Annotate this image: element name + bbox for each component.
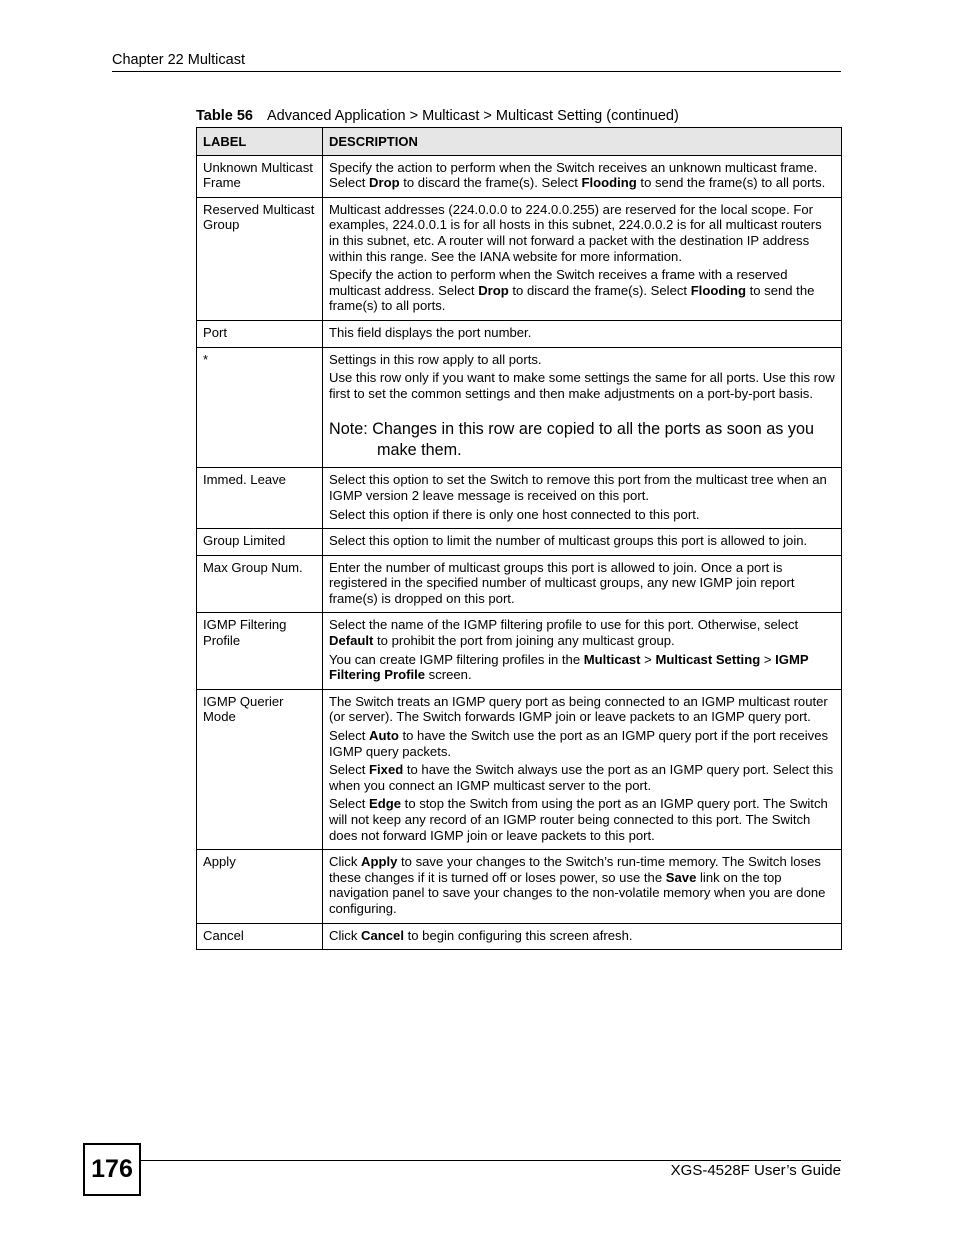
row-label: Immed. Leave (197, 468, 323, 529)
description-paragraph: The Switch treats an IGMP query port as being connected to an IGMP multicast router (or server). The Switch forwards IGMP join or leave packets to an IGMP query port. (329, 693, 828, 725)
row-description (323, 197, 842, 320)
description-paragraph: Click Cancel to begin configuring this screen afresh. (329, 927, 633, 943)
description-paragraph: This field displays the port number. (329, 324, 532, 340)
table-row (197, 347, 842, 468)
emphasized-term: Apply (361, 854, 398, 870)
row-description (323, 320, 842, 347)
table-row (197, 689, 842, 849)
emphasized-term: Drop (478, 282, 509, 298)
emphasized-term: IGMP Filtering Profile (329, 651, 809, 683)
table-row (197, 155, 842, 197)
table-row (197, 468, 842, 529)
row-label: Reserved Multicast Group (197, 197, 323, 320)
row-label: Cancel (197, 923, 323, 950)
table-row (197, 923, 842, 950)
description-paragraph: Select Fixed to have the Switch always use the port as an IGMP query port. Select this when you connect an IGMP multicast server to the port. (329, 762, 834, 793)
description-paragraph: Select Edge to stop the Switch from using the port as an IGMP query port. The Switch will not keep any record of an IGMP router being connected to this port. The Switch does not forward IGMP join or leave packets to this port. (329, 796, 828, 843)
emphasized-term: Save (665, 869, 697, 885)
column-header-description: DESCRIPTION (323, 128, 842, 156)
row-description (323, 850, 842, 923)
row-label: IGMP Filtering Profile (197, 613, 323, 689)
note-text: Note: Changes in this row are copied to all the ports as soon as you make them. (329, 420, 815, 460)
table-caption-text: Advanced Application > Multicast > Multicast Setting (continued) (266, 108, 679, 124)
row-label: IGMP Querier Mode (197, 689, 323, 849)
description-table (196, 127, 842, 950)
page-number: 176 (83, 1143, 141, 1196)
guide-title: XGS-4528F User’s Guide (670, 1162, 841, 1179)
description-paragraph: Multicast addresses (224.0.0.0 to 224.0.0.255) are reserved for the local scope. For examples, 224.0.0.1 is for all hosts in this subnet, 224.0.0.2 is for all multicast routers in this subnet, etc. A router will not forward a packet with the destination IP address within this range. See the IANA website for more information. (329, 201, 822, 264)
table-row (197, 320, 842, 347)
table-caption (196, 108, 679, 124)
emphasized-term: Multicast (583, 651, 641, 667)
description-paragraph: Select this option if there is only one host connected to this port. (329, 506, 700, 522)
table-row (197, 529, 842, 556)
column-header-label: LABEL (197, 128, 323, 156)
table-row (197, 613, 842, 689)
description-paragraph: Select the name of the IGMP filtering profile to use for this port. Otherwise, select Default to prohibit the port from joining any multicast group. (329, 617, 799, 649)
description-paragraph: Select Auto to have the Switch use the port as an IGMP query port if the port receives IGMP query packets. (329, 728, 829, 759)
emphasized-term: Edge (369, 796, 402, 812)
emphasized-term: Fixed (369, 762, 404, 778)
description-paragraph: Enter the number of multicast groups this port is allowed to join. Once a port is registered in the specified number of multicast groups, any new IGMP join report frame(s) is dropped on this port. (329, 559, 795, 606)
description-paragraph: Specify the action to perform when the Switch receives an unknown multicast frame. Select Drop to discard the frame(s). Select Flooding to send the frame(s) to all ports. (329, 159, 826, 191)
row-label: Unknown Multicast Frame (197, 155, 323, 197)
table-body (197, 155, 842, 950)
description-paragraph: Click Apply to save your changes to the Switch’s run-time memory. The Switch loses these changes if it is turned off or loses power, so use the Save link on the top navigation panel to save your changes to the non-volatile memory when you are done configuring. (329, 854, 826, 916)
row-description (323, 689, 842, 849)
emphasized-term: Drop (369, 175, 400, 191)
row-description (323, 555, 842, 613)
description-paragraph: Settings in this row apply to all ports. (329, 351, 542, 367)
table-row (197, 850, 842, 923)
description-paragraph: Select this option to set the Switch to remove this port from the multicast tree when an IGMP version 2 leave message is received on this port. (329, 472, 827, 503)
row-description (323, 923, 842, 950)
row-description (323, 613, 842, 689)
description-paragraph: You can create IGMP filtering profiles in the Multicast > Multicast Setting > IGMP Filtering Profile screen. (329, 651, 809, 683)
emphasized-term: Auto (369, 728, 399, 744)
table-row (197, 555, 842, 613)
description-paragraph: Select this option to limit the number of multicast groups this port is allowed to join. (329, 533, 808, 549)
row-label: Port (197, 320, 323, 347)
table-row (197, 197, 842, 320)
row-description (323, 529, 842, 556)
row-label: Group Limited (197, 529, 323, 556)
emphasized-term: Default (329, 633, 374, 649)
header-divider (112, 71, 841, 72)
chapter-header: Chapter 22 Multicast (112, 52, 245, 68)
table-header-row (197, 128, 842, 156)
table-caption-label: Table 56 (196, 108, 253, 124)
footer-divider (141, 1160, 841, 1161)
emphasized-term: Cancel (361, 927, 404, 943)
row-label: * (197, 347, 323, 468)
description-paragraph: Specify the action to perform when the Switch receives a frame with a reserved multicast address. Select Drop to discard the frame(s). Select Flooding to send the frame(s) to all ports. (329, 267, 815, 314)
emphasized-term: Flooding (581, 175, 637, 191)
row-description (323, 347, 842, 468)
row-description (323, 155, 842, 197)
emphasized-term: Flooding (690, 282, 746, 298)
emphasized-term: Multicast Setting (655, 651, 761, 667)
row-description (323, 468, 842, 529)
row-label: Max Group Num. (197, 555, 323, 613)
row-label: Apply (197, 850, 323, 923)
description-paragraph: Use this row only if you want to make some settings the same for all ports. Use this row first to set the common settings and then make adjustments on a port-by-port basis. (329, 370, 835, 401)
